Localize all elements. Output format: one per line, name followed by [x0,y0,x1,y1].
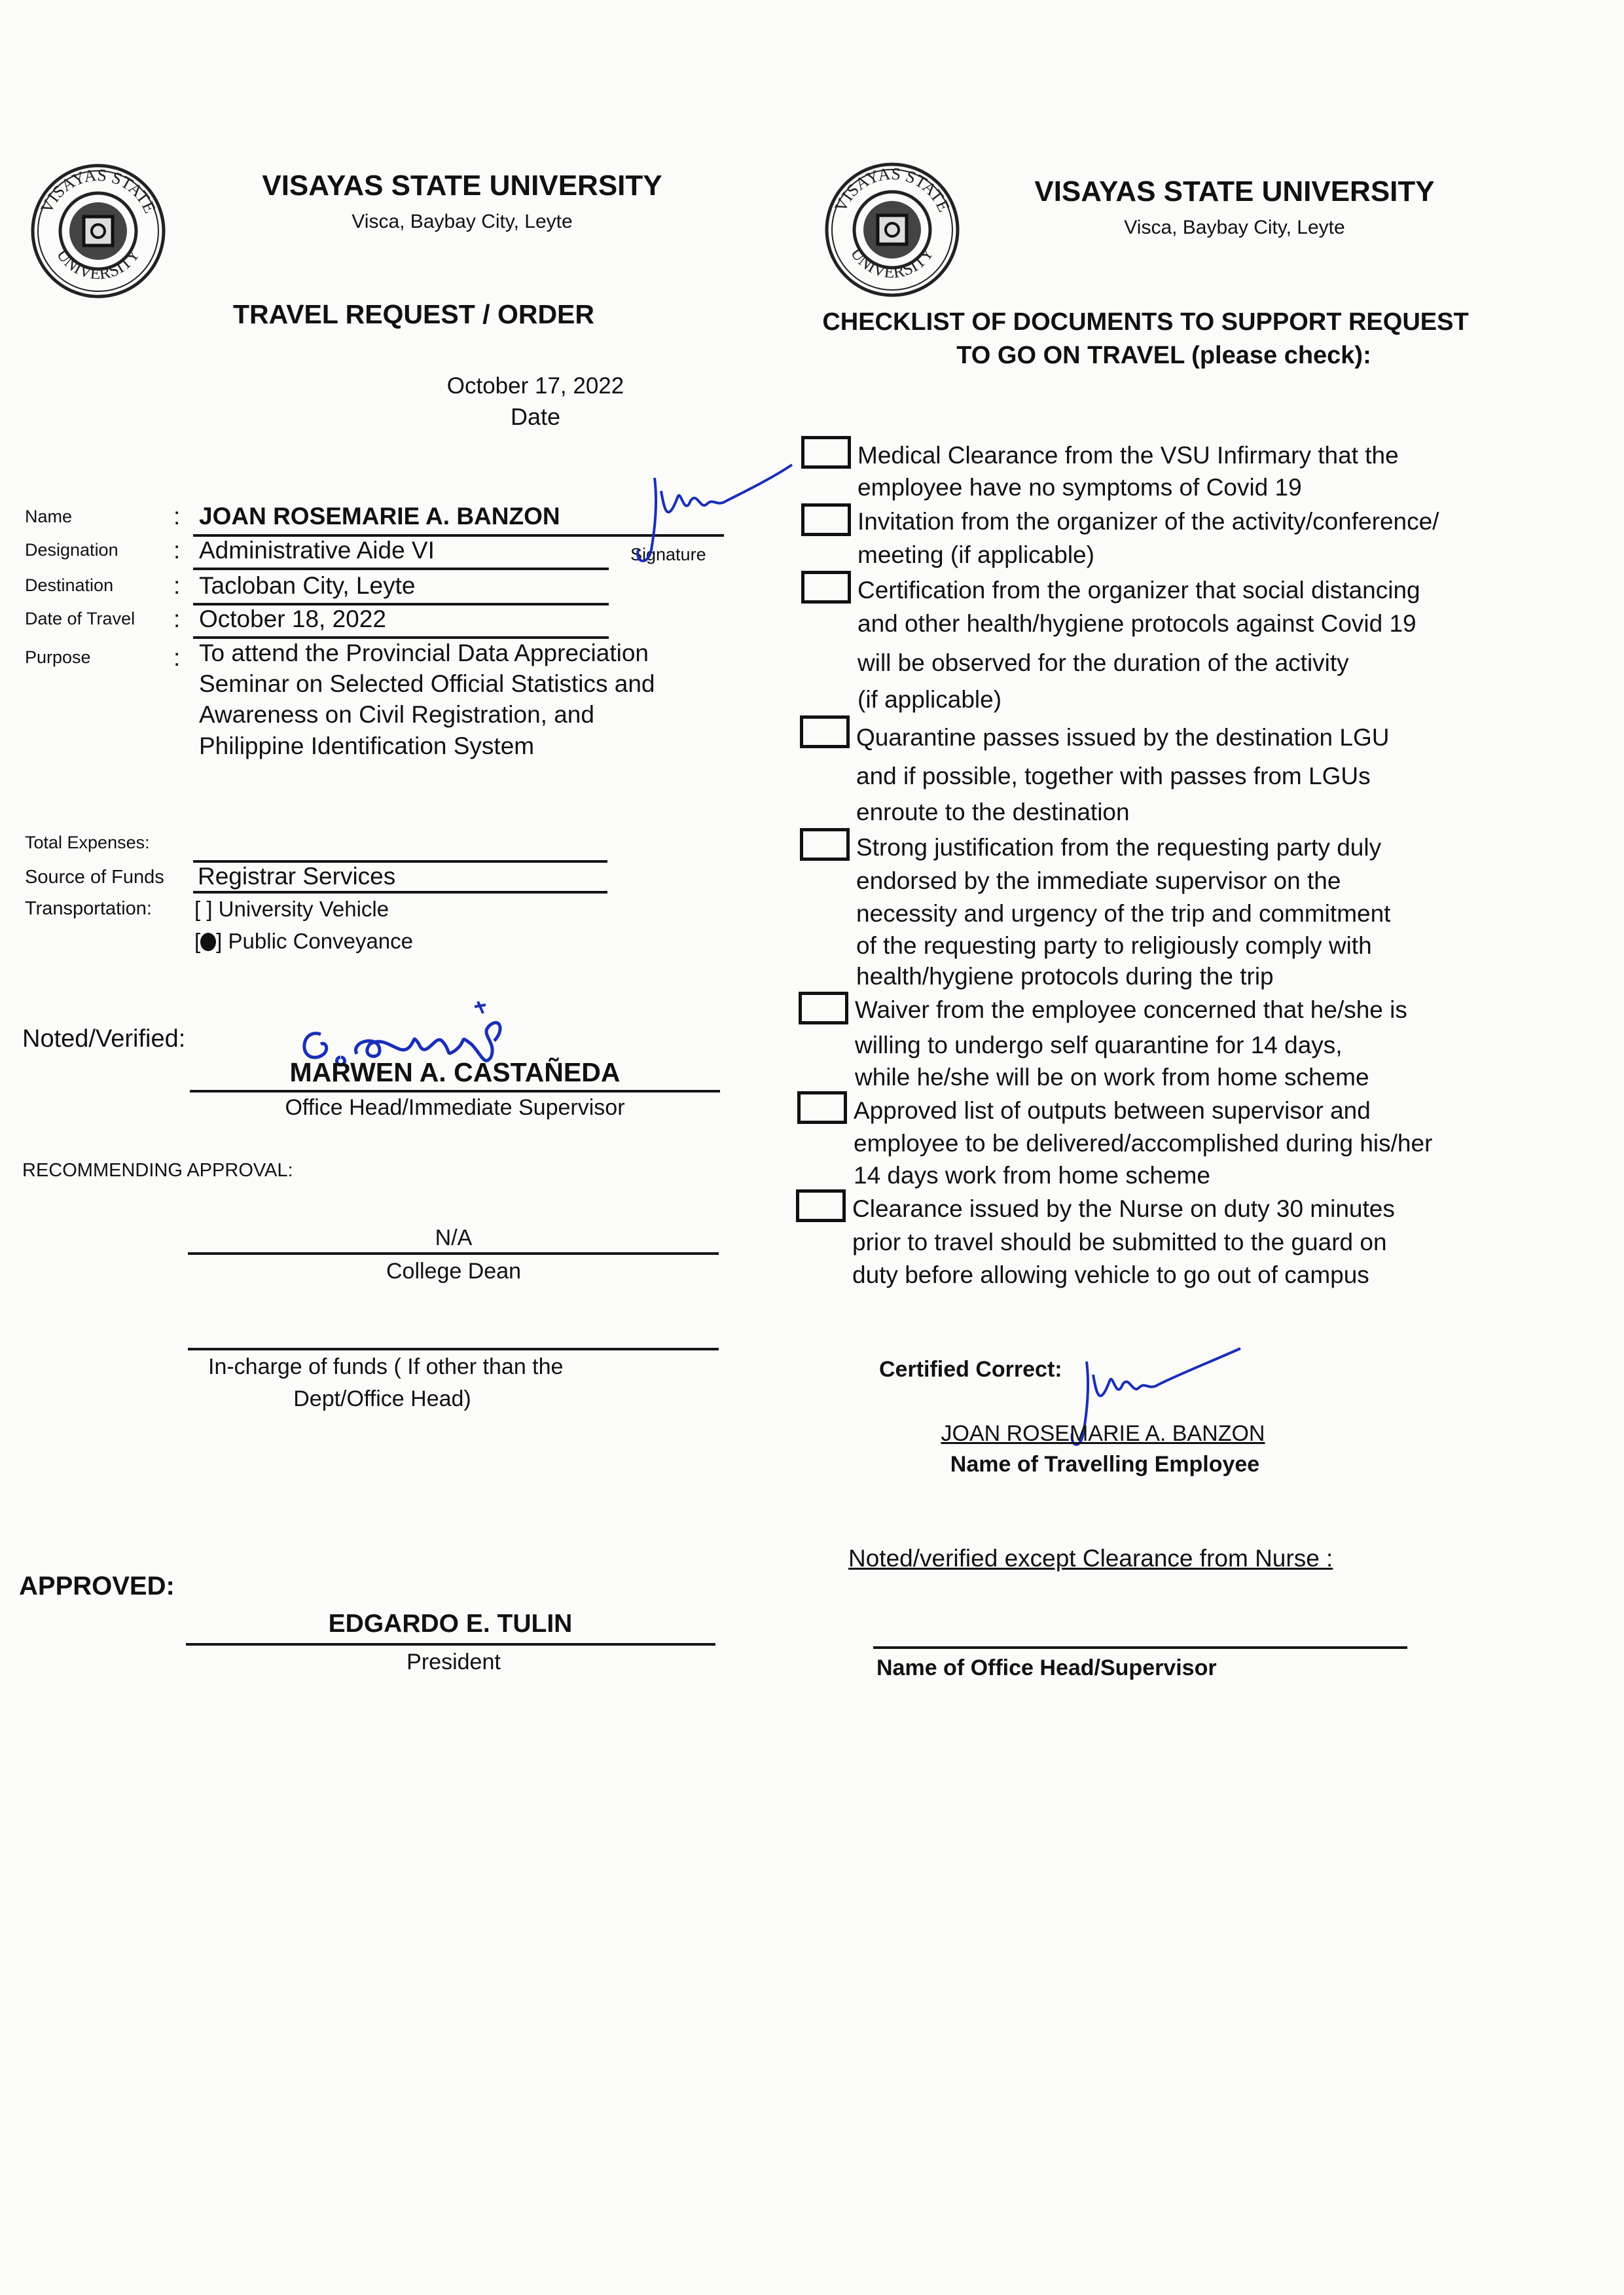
office-head-title: Name of Office Head/Supervisor [876,1655,1217,1680]
checklist-item-text: Strong justification from the requesting party duly [856,834,1382,861]
option-label: Public Conveyance [228,929,414,953]
checkbox[interactable] [800,828,850,861]
colon: : [173,537,181,564]
checklist-item-text: (if applicable) [857,686,1002,713]
purpose-line: To attend the Provincial Data Appreciation [199,640,649,666]
source-of-funds-value: Registrar Services [198,863,396,890]
president-line [186,1643,715,1646]
signature-label: Signature [630,545,706,564]
university-address: Visca, Baybay City, Leyte [1124,217,1345,238]
source-of-funds-line [193,891,607,894]
colon: : [173,572,181,599]
university-seal-logo [822,160,962,300]
checklist-item-text: meeting (if applicable) [857,541,1094,568]
office-head-line [873,1646,1407,1649]
date-of-travel-line [193,636,609,639]
checklist-item-text: duty before allowing vehicle to go out of campus [852,1261,1369,1288]
president-name: EDGARDO E. TULIN [328,1610,573,1638]
date-of-travel-value: October 18, 2022 [199,605,386,632]
noted-verified-label: Noted/Verified: [22,1025,186,1053]
checkbox[interactable] [801,571,851,604]
name-value: JOAN ROSEMARIE A. BANZON [199,503,560,530]
approved-label: APPROVED: [19,1572,175,1600]
colon: : [173,644,181,671]
funds-title: In-charge of funds ( If other than the [208,1354,564,1379]
funds-title: Dept/Office Head) [293,1386,471,1411]
source-of-funds-label: Source of Funds [25,867,164,888]
checklist-item-text: of the requesting party to religiously comply with [856,932,1372,959]
checklist-item-text: while he/she will be on work from home scheme [855,1064,1369,1091]
checkbox[interactable] [799,992,848,1024]
designation-label: Designation [25,540,118,560]
employee-title: Name of Travelling Employee [950,1452,1260,1477]
checklist-item-text: will be observed for the duration of the activity [857,649,1349,676]
checkbox[interactable] [797,1091,847,1124]
checklist-title: CHECKLIST OF DOCUMENTS TO SUPPORT REQUEST [822,308,1469,336]
checklist-item-text: willing to undergo self quarantine for 14 days, [855,1032,1343,1058]
purpose-line: Awareness on Civil Registration, and [199,701,594,728]
president-title: President [406,1650,501,1674]
designation-value: Administrative Aide VI [199,537,435,564]
dean-line [188,1252,719,1255]
transportation-label: Transportation: [25,898,152,919]
checklist-item-text: Clearance issued by the Nurse on duty 30 minutes [852,1195,1395,1222]
name-label: Name [25,507,73,526]
checkbox[interactable] [801,503,851,536]
checklist-item-text: employee to be delivered/accomplished during his/her [854,1130,1433,1157]
recommending-approval-label: RECOMMENDING APPROVAL: [22,1160,293,1181]
checklist-item-text: enroute to the destination [856,799,1130,825]
certified-correct-label: Certified Correct: [879,1357,1062,1382]
checklist-item-text: health/hygiene protocols during the trip [856,963,1274,990]
checklist-item-text: prior to travel should be submitted to the guard on [852,1229,1387,1256]
dean-name: N/A [435,1225,473,1250]
checkbox[interactable] [801,436,851,469]
colon: : [173,605,181,632]
option-public-conveyance[interactable] [194,930,413,952]
checklist-item-text: Medical Clearance from the VSU Infirmary that the [857,442,1399,469]
request-date: October 17, 2022 [446,373,624,399]
destination-label: Destination [25,575,114,595]
university-address: Visca, Baybay City, Leyte [352,211,573,232]
employee-name: JOAN ROSEMARIE A. BANZON [941,1421,1265,1446]
form-title: TRAVEL REQUEST / ORDER [232,299,595,329]
supervisor-name: MARWEN A. CASTAÑEDA [289,1057,621,1087]
checklist-title: TO GO ON TRAVEL (please check): [956,342,1371,369]
svg-text:UNIVERSITY: UNIVERSITY [52,245,144,283]
date-of-travel-label: Date of Travel [25,609,135,628]
checklist-item-text: necessity and urgency of the trip and commitment [856,900,1391,927]
checklist-item-text: Waiver from the employee concerned that he/she is [855,996,1407,1023]
svg-text:VISAYAS STATE: VISAYAS STATE [37,165,160,217]
checklist-item-text: Quarantine passes issued by the destination LGU [856,724,1390,751]
purpose-label: Purpose [25,647,91,667]
supervisor-line [190,1090,720,1093]
checklist-item-text: and other health/hygiene protocols against Covid 19 [857,610,1416,637]
checklist-item-text: 14 days work from home scheme [854,1162,1210,1189]
option-university-vehicle[interactable]: [ ] University Vehicle [194,897,389,921]
employee-signature [628,452,799,589]
purpose-line: Seminar on Selected Official Statistics and [199,670,655,697]
dean-title: College Dean [386,1259,522,1284]
colon: : [173,503,181,530]
total-expenses-label: Total Expenses: [25,833,150,852]
checklist-item-text: employee have no symptoms of Covid 19 [857,474,1302,501]
supervisor-title: Office Head/Immediate Supervisor [285,1095,625,1120]
date-label: Date [510,403,561,430]
checkbox[interactable] [796,1189,846,1222]
checklist-item-text: endorsed by the immediate supervisor on the [856,867,1341,894]
checklist-item-text: and if possible, together with passes from LGUs [856,763,1371,789]
svg-text:VISAYAS STATE: VISAYAS STATE [831,164,954,215]
funds-line [188,1348,719,1350]
university-name: VISAYAS STATE UNIVERSITY [1034,175,1435,208]
checklist-item-text: Certification from the organizer that social distancing [857,577,1420,604]
university-seal-logo [28,161,168,301]
destination-value: Tacloban City, Leyte [199,572,416,599]
checkbox[interactable] [800,715,850,748]
filled-checkbox-icon: [ ] [194,929,223,953]
noted-except-label: Noted/verified except Clearance from Nurse : [848,1545,1333,1572]
checklist-item-text: Approved list of outputs between supervisor and [854,1097,1371,1124]
svg-text:UNIVERSITY: UNIVERSITY [846,244,938,282]
designation-line [193,568,609,570]
university-name: VISAYAS STATE UNIVERSITY [262,170,662,202]
checklist-item-text: Invitation from the organizer of the activity/conference/ [857,508,1439,535]
purpose-line: Philippine Identification System [199,732,535,759]
